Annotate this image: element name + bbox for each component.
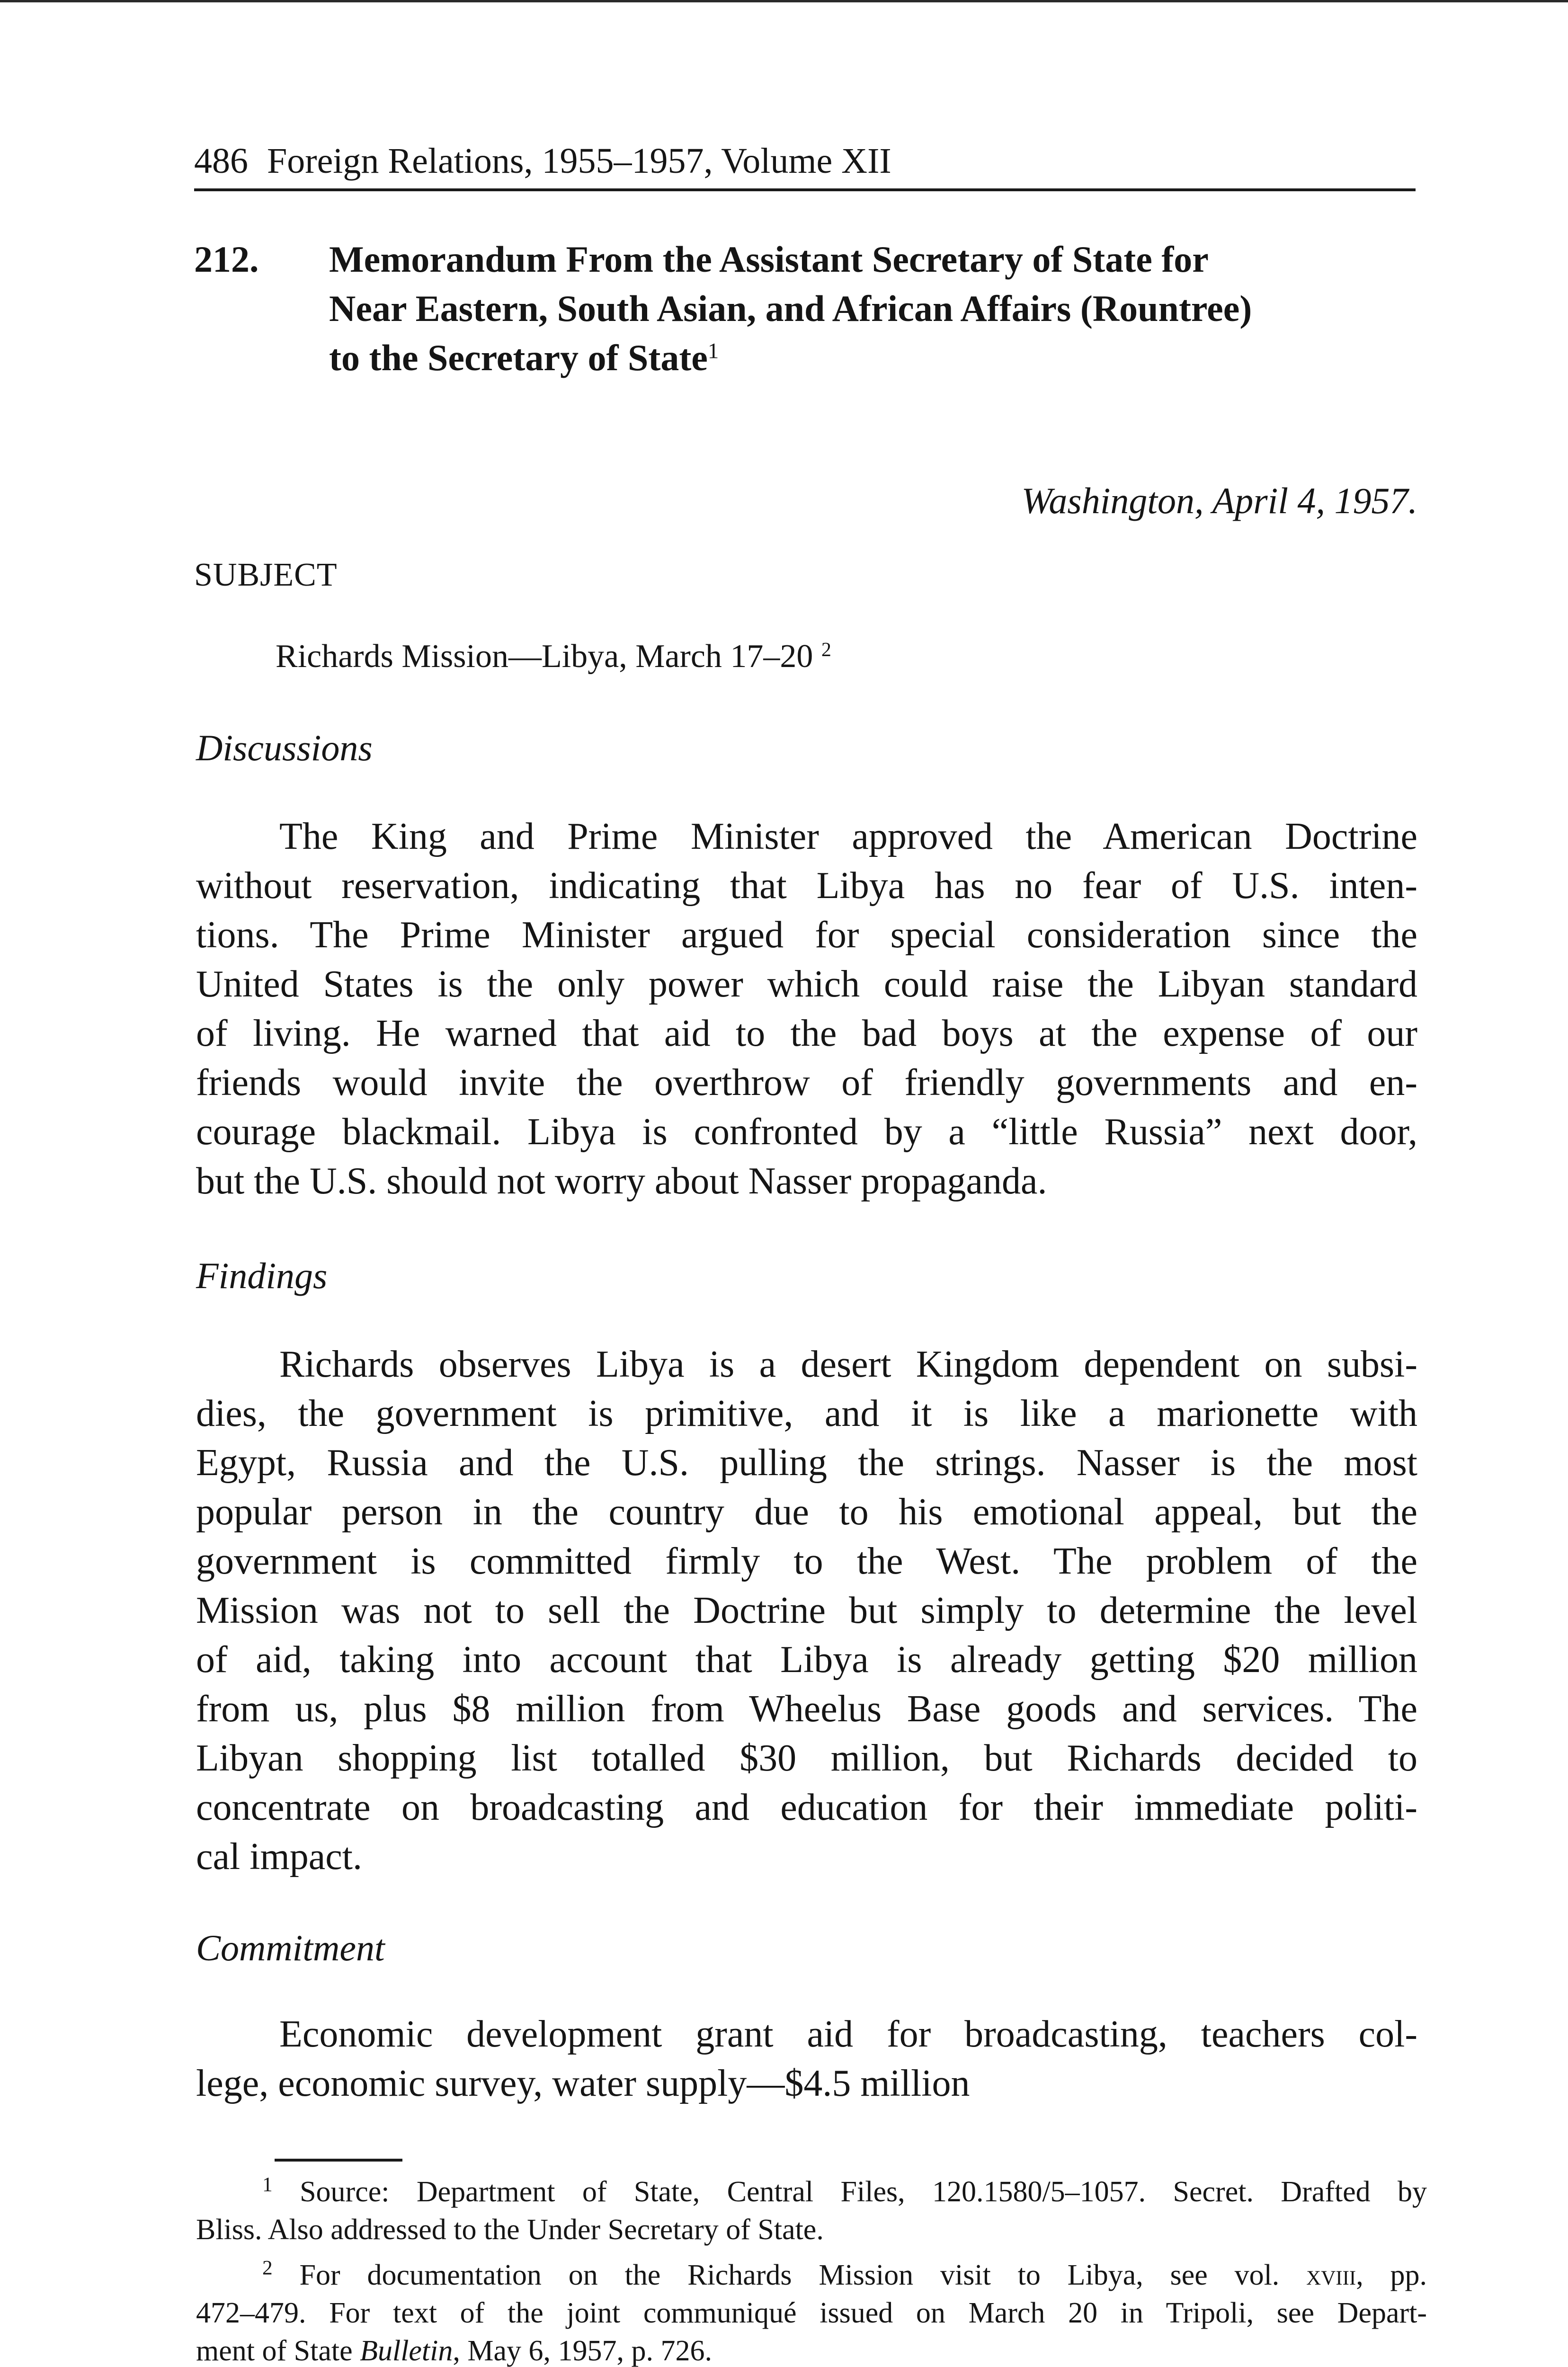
paragraph-line: friends would invite the overthrow of friendly governments and en-: [196, 1062, 1417, 1103]
footnote-line: Bliss. Also addressed to the Under Secretary of State.: [196, 2214, 824, 2246]
publication-title: Bulletin: [360, 2335, 453, 2367]
footnote-text: For documentation on the Richards Mission visit to Libya, see vol.: [299, 2259, 1280, 2291]
paragraph-line: government is committed firmly to the West. The problem of the: [196, 1540, 1417, 1582]
document-title-line: Near Eastern, South Asian, and African Affairs (Rountree): [329, 288, 1252, 329]
paragraph-line: Egypt, Russia and the U.S. pulling the strings. Nasser is the most: [196, 1442, 1417, 1484]
footnote-line: 472–479. For text of the joint communiqué issued on March 20 in Tripoli, see Depart-: [196, 2297, 1427, 2329]
volume-number: xviii: [1306, 2259, 1356, 2291]
subject-label: SUBJECT: [194, 557, 338, 593]
footnote-text: ment of State: [196, 2335, 360, 2367]
section-heading-findings: Findings: [196, 1255, 328, 1296]
subject-text: [276, 635, 831, 678]
document-number: 212.: [194, 239, 259, 280]
footnote-text: , May 6, 1957, p. 726.: [453, 2335, 713, 2367]
footnote-ref-1[interactable]: 1: [707, 338, 719, 364]
section-heading-discussions: Discussions: [196, 727, 373, 768]
subject-value: Richards Mission—Libya, March 17–20: [276, 638, 813, 675]
paragraph-line: without reservation, indicating that Libya has no fear of U.S. inten-: [196, 865, 1417, 907]
paragraph-line: Libyan shopping list totalled $30 million, but Richards decided to: [196, 1737, 1417, 1779]
paragraph-line: Mission was not to sell the Doctrine but simply to determine the level: [196, 1590, 1417, 1631]
document-title-line: Memorandum From the Assistant Secretary of State for: [329, 239, 1209, 280]
running-head: [194, 137, 1416, 191]
footnote-2: [196, 2256, 1427, 2367]
paragraph-line: concentrate on broadcasting and education for their immediate politi-: [196, 1787, 1417, 1828]
volume-title: Foreign Relations, 1955–1957, Volume XII: [267, 141, 891, 181]
page-number: 486: [194, 141, 248, 181]
footnote-text: Source: Department of State, Central Files, 120.1580/5–1057. Secret. Drafted by: [300, 2176, 1427, 2208]
section-heading-commitment: Commitment: [196, 1927, 385, 1968]
paragraph-line: cal impact.: [196, 1836, 362, 1878]
document-title: [329, 235, 1425, 383]
footnote-ref-2[interactable]: 2: [821, 639, 831, 661]
dateline: Washington, April 4, 1957.: [1021, 480, 1417, 521]
top-edge-rule: [0, 0, 1568, 2]
paragraph-line: from us, plus $8 million from Wheelus Base goods and services. The: [196, 1688, 1417, 1730]
paragraph-line: of living. He warned that aid to the bad boys at the expense of our: [196, 1013, 1417, 1054]
paragraph-line: Richards observes Libya is a desert Kingdom dependent on subsi-: [279, 1344, 1417, 1385]
document-title-line-text: to the Secretary of State: [329, 337, 708, 378]
paragraph-line: courage blackmail. Libya is confronted by a “little Russia” next door,: [196, 1111, 1417, 1153]
paragraph-line: but the U.S. should not worry about Nasser propaganda.: [196, 1160, 1047, 1202]
paragraph-line: United States is the only power which could raise the Libyan standard: [196, 963, 1417, 1005]
paragraph-line: of aid, taking into account that Libya is already getting $20 million: [196, 1639, 1417, 1681]
footnote-line: [196, 2332, 1427, 2367]
paragraph-line: The King and Prime Minister approved the American Doctrine: [279, 816, 1417, 857]
footnotes: [196, 2173, 1427, 2367]
document-heading: [194, 235, 1425, 383]
footnote-marker: 2: [262, 2256, 273, 2279]
paragraph-line: lege, economic survey, water supply—$4.5 million: [196, 2063, 970, 2104]
paragraph-line: tions. The Prime Minister argued for special consideration since the: [196, 914, 1417, 956]
paragraph-line: Economic development grant aid for broadcasting, teachers col-: [279, 2013, 1417, 2055]
paragraph-discussions: [196, 812, 1417, 1206]
footnote-line: [196, 2256, 1427, 2294]
paragraph-line: dies, the government is primitive, and it is like a marionette with: [196, 1393, 1417, 1434]
footnote-1: [196, 2173, 1427, 2249]
paragraph-commitment: [196, 2010, 1417, 2108]
paragraph-findings: [196, 1340, 1417, 1881]
footnote-marker: 1: [262, 2173, 273, 2196]
document-title-line: [329, 333, 1425, 383]
footnote-line: [196, 2173, 1427, 2211]
footnote-divider: [275, 2159, 402, 2162]
footnote-text: , pp.: [1356, 2259, 1427, 2291]
paragraph-line: popular person in the country due to his emotional appeal, but the: [196, 1491, 1417, 1533]
